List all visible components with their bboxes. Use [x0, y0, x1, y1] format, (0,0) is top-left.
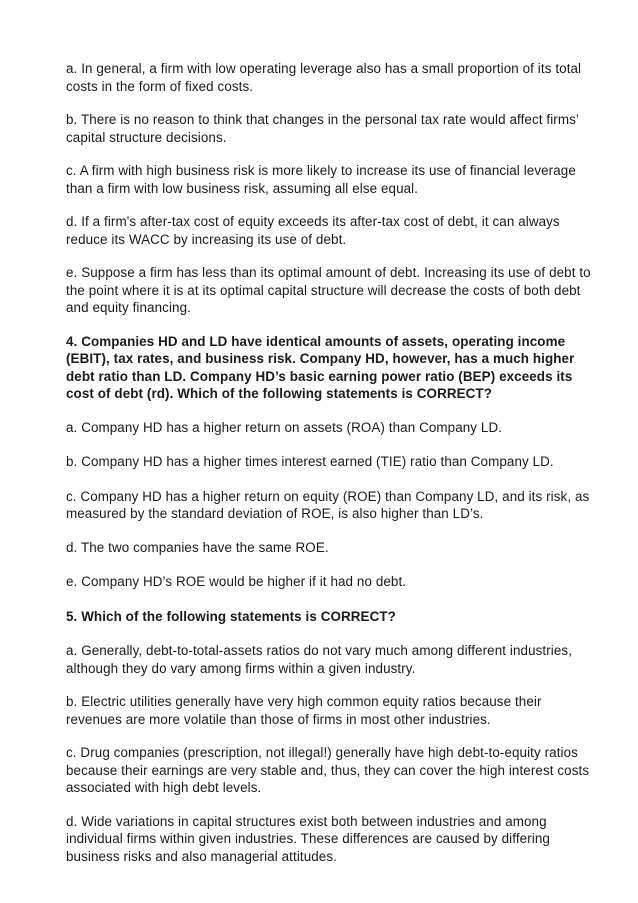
q3-option-e: e. Suppose a firm has less than its optimal amount of debt. Increasing its use of debt to the point where it is at its optimal capital structure will decrease the costs of both debt and equity financing.: [66, 265, 591, 315]
q4-option-d: d. The two companies have the same ROE.: [66, 539, 329, 555]
q4-option-c: c. Company HD has a higher return on equity (ROE) than Company LD, and its risk, as measured by the standard deviation of ROE, is also higher than LD’s.: [66, 488, 590, 521]
q5-option-d: d. Wide variations in capital structures exist both between industries and among individual firms within given industries. These differences are caused by differing business risks and also managerial attitudes.: [66, 813, 550, 864]
question-5-text: 5. Which of the following statements is CORRECT?: [66, 608, 396, 624]
q3-option-b: b. There is no reason to think that changes in the personal tax rate would affect firms’ capital structure decisions.: [66, 112, 579, 145]
q5-option-b: b. Electric utilities generally have very high common equity ratios because their revenues are more volatile than those of firms in most other industries.: [66, 694, 542, 727]
question-4-text: 4. Companies HD and LD have identical amounts of assets, operating income (EBIT), tax rates, and business risk. Company HD, however, has a much higher debt ratio than LD. Company HD’s basic earning power ratio (BEP) exceeds its cost of debt (rd). Which of the following statements is CORRECT?: [66, 333, 575, 401]
q5-option-a: a. Generally, debt-to-total-assets ratios do not vary much among different industries, although they do vary among firms within a given industry.: [66, 643, 573, 676]
q3-option-c: c. A firm with high business risk is more likely to increase its use of financial leverage than a firm with low business risk, assuming all else equal.: [66, 163, 576, 196]
q5-option-c: c. Drug companies (prescription, not illegal!) generally have high debt-to-equity ratios because their earnings are very stable and, thus, they can cover the high interest costs associated with high debt levels.: [66, 745, 590, 795]
document-page: [66, 60, 596, 881]
q3-option-a: a. In general, a firm with low operating leverage also has a small proportion of its total costs in the form of fixed costs.: [66, 61, 582, 94]
q3-option-d: d. If a firm's after-tax cost of equity exceeds its after-tax cost of debt, it can always reduce its WACC by increasing its use of debt.: [66, 214, 560, 247]
q4-option-b: b. Company HD has a higher times interest earned (TIE) ratio than Company LD.: [66, 454, 554, 469]
q4-option-e: e. Company HD’s ROE would be higher if it had no debt.: [66, 574, 407, 589]
q4-option-a: a. Company HD has a higher return on assets (ROA) than Company LD.: [66, 419, 503, 435]
